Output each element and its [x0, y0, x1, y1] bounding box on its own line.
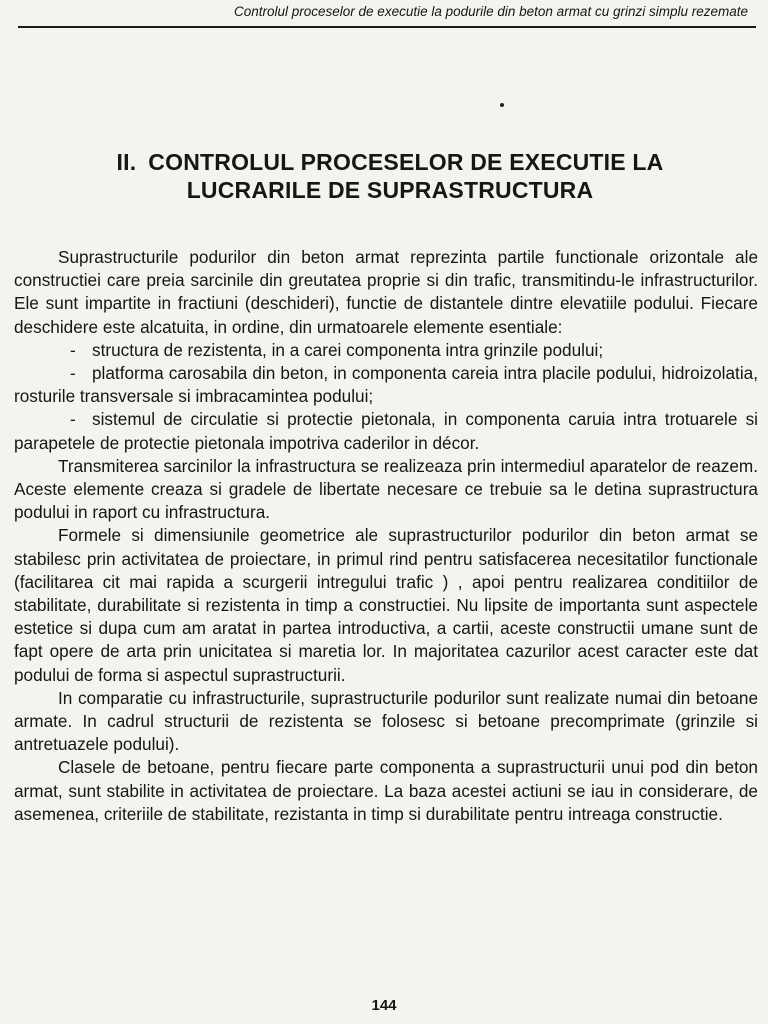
list-bullet: - — [70, 363, 76, 384]
chapter-title — [40, 148, 740, 204]
page-number: 144 — [371, 997, 397, 1014]
header-rule — [18, 26, 756, 28]
list-item-text: structura de rezistenta, in a carei componenta intra grinzile podului; — [92, 339, 604, 360]
list-item-text: sistemul de circulatie si protectie pietonala, in componenta caruia intra trotuarele si parapetele de protectie pietonala impotriva caderilor in décor. — [14, 409, 758, 453]
chapter-title-line1: CONTROLUL PROCESELOR DE EXECUTIE LA — [148, 149, 664, 175]
paragraph-geometry: Formele si dimensiunile geometrice ale suprastructurilor podurilor din beton armat se stabilesc prin activitatea de proiectare, in primul rind pentru satisfacerea necesitatilor functionale (facilitarea cit mai rapida a scurgerii intregului trafic ) , apoi pentru realizarea conditiilor de stabilitate, durabilitate si rezistenta in timp a constructiei. Nu lipsite de importanta sunt aspectele estetice si dupa cum am aratat in partea introductiva, a cartii, aceste constructii umane sunt de fapt opere de arta prin unicitatea si maretia lor. In majoritatea cazurilor acest caracter este dat podului de forma si aspectul suprastructurii. — [14, 525, 758, 685]
list-item-text: platforma carosabila din beton, in componenta careia intra placile podului, hidroizolatia, rosturile transversale si imbracamintea podului; — [14, 363, 758, 407]
chapter-number: II. — [116, 149, 137, 175]
paragraph-bearings: Transmiterea sarcinilor la infrastructura se realizeaza prin intermediul aparatelor de reazem. Aceste elemente creaza si gradele de libertate necesare ce trebuie sa le detina suprastructura podului in raport cu infrastructura. — [14, 455, 758, 523]
scan-speck — [500, 103, 504, 107]
list-bullet: - — [70, 409, 76, 430]
paragraph-concrete-classes: Clasele de betoane, pentru fiecare parte componenta a suprastructurii unui pod din beton armat, sunt stabilite in activitatea de proiectare. La baza acestei actiuni se iau in considerare, de asemenea, criteriile de stabilitate, rezistanta in timp si durabilitate pentru intreaga constructie. — [14, 757, 758, 824]
running-header: Controlul proceselor de executie la podurile din beton armat cu grinzi simplu rezemate — [233, 4, 748, 19]
intro-paragraph: Suprastructurile podurilor din beton armat reprezinta partile functionale orizontale ale constructiei care preia sarcinile din greutatea proprie si din trafic, transmitindu-le infrastructurilor. Ele sunt impartite in fractiuni (deschideri), functie de distantele dintre elevatiile podului. Fiecare deschidere este alcatuita, in ordine, din urmatoarele elemente esentiale: — [14, 247, 758, 337]
list-item — [14, 408, 758, 454]
paragraph-materials: In comparatie cu infrastructurile, suprastructurile podurilor sunt realizate numai din betoane armate. In cadrul structurii de rezistenta se folosesc si betoane precomprimate (grinzile si antretuazele podului). — [14, 687, 758, 755]
list-bullet: - — [70, 339, 76, 360]
chapter-title-line2: LUCRARILE DE SUPRASTRUCTURA — [186, 177, 594, 203]
page-body — [14, 246, 758, 826]
list-item — [14, 339, 758, 362]
list-item — [14, 362, 758, 408]
